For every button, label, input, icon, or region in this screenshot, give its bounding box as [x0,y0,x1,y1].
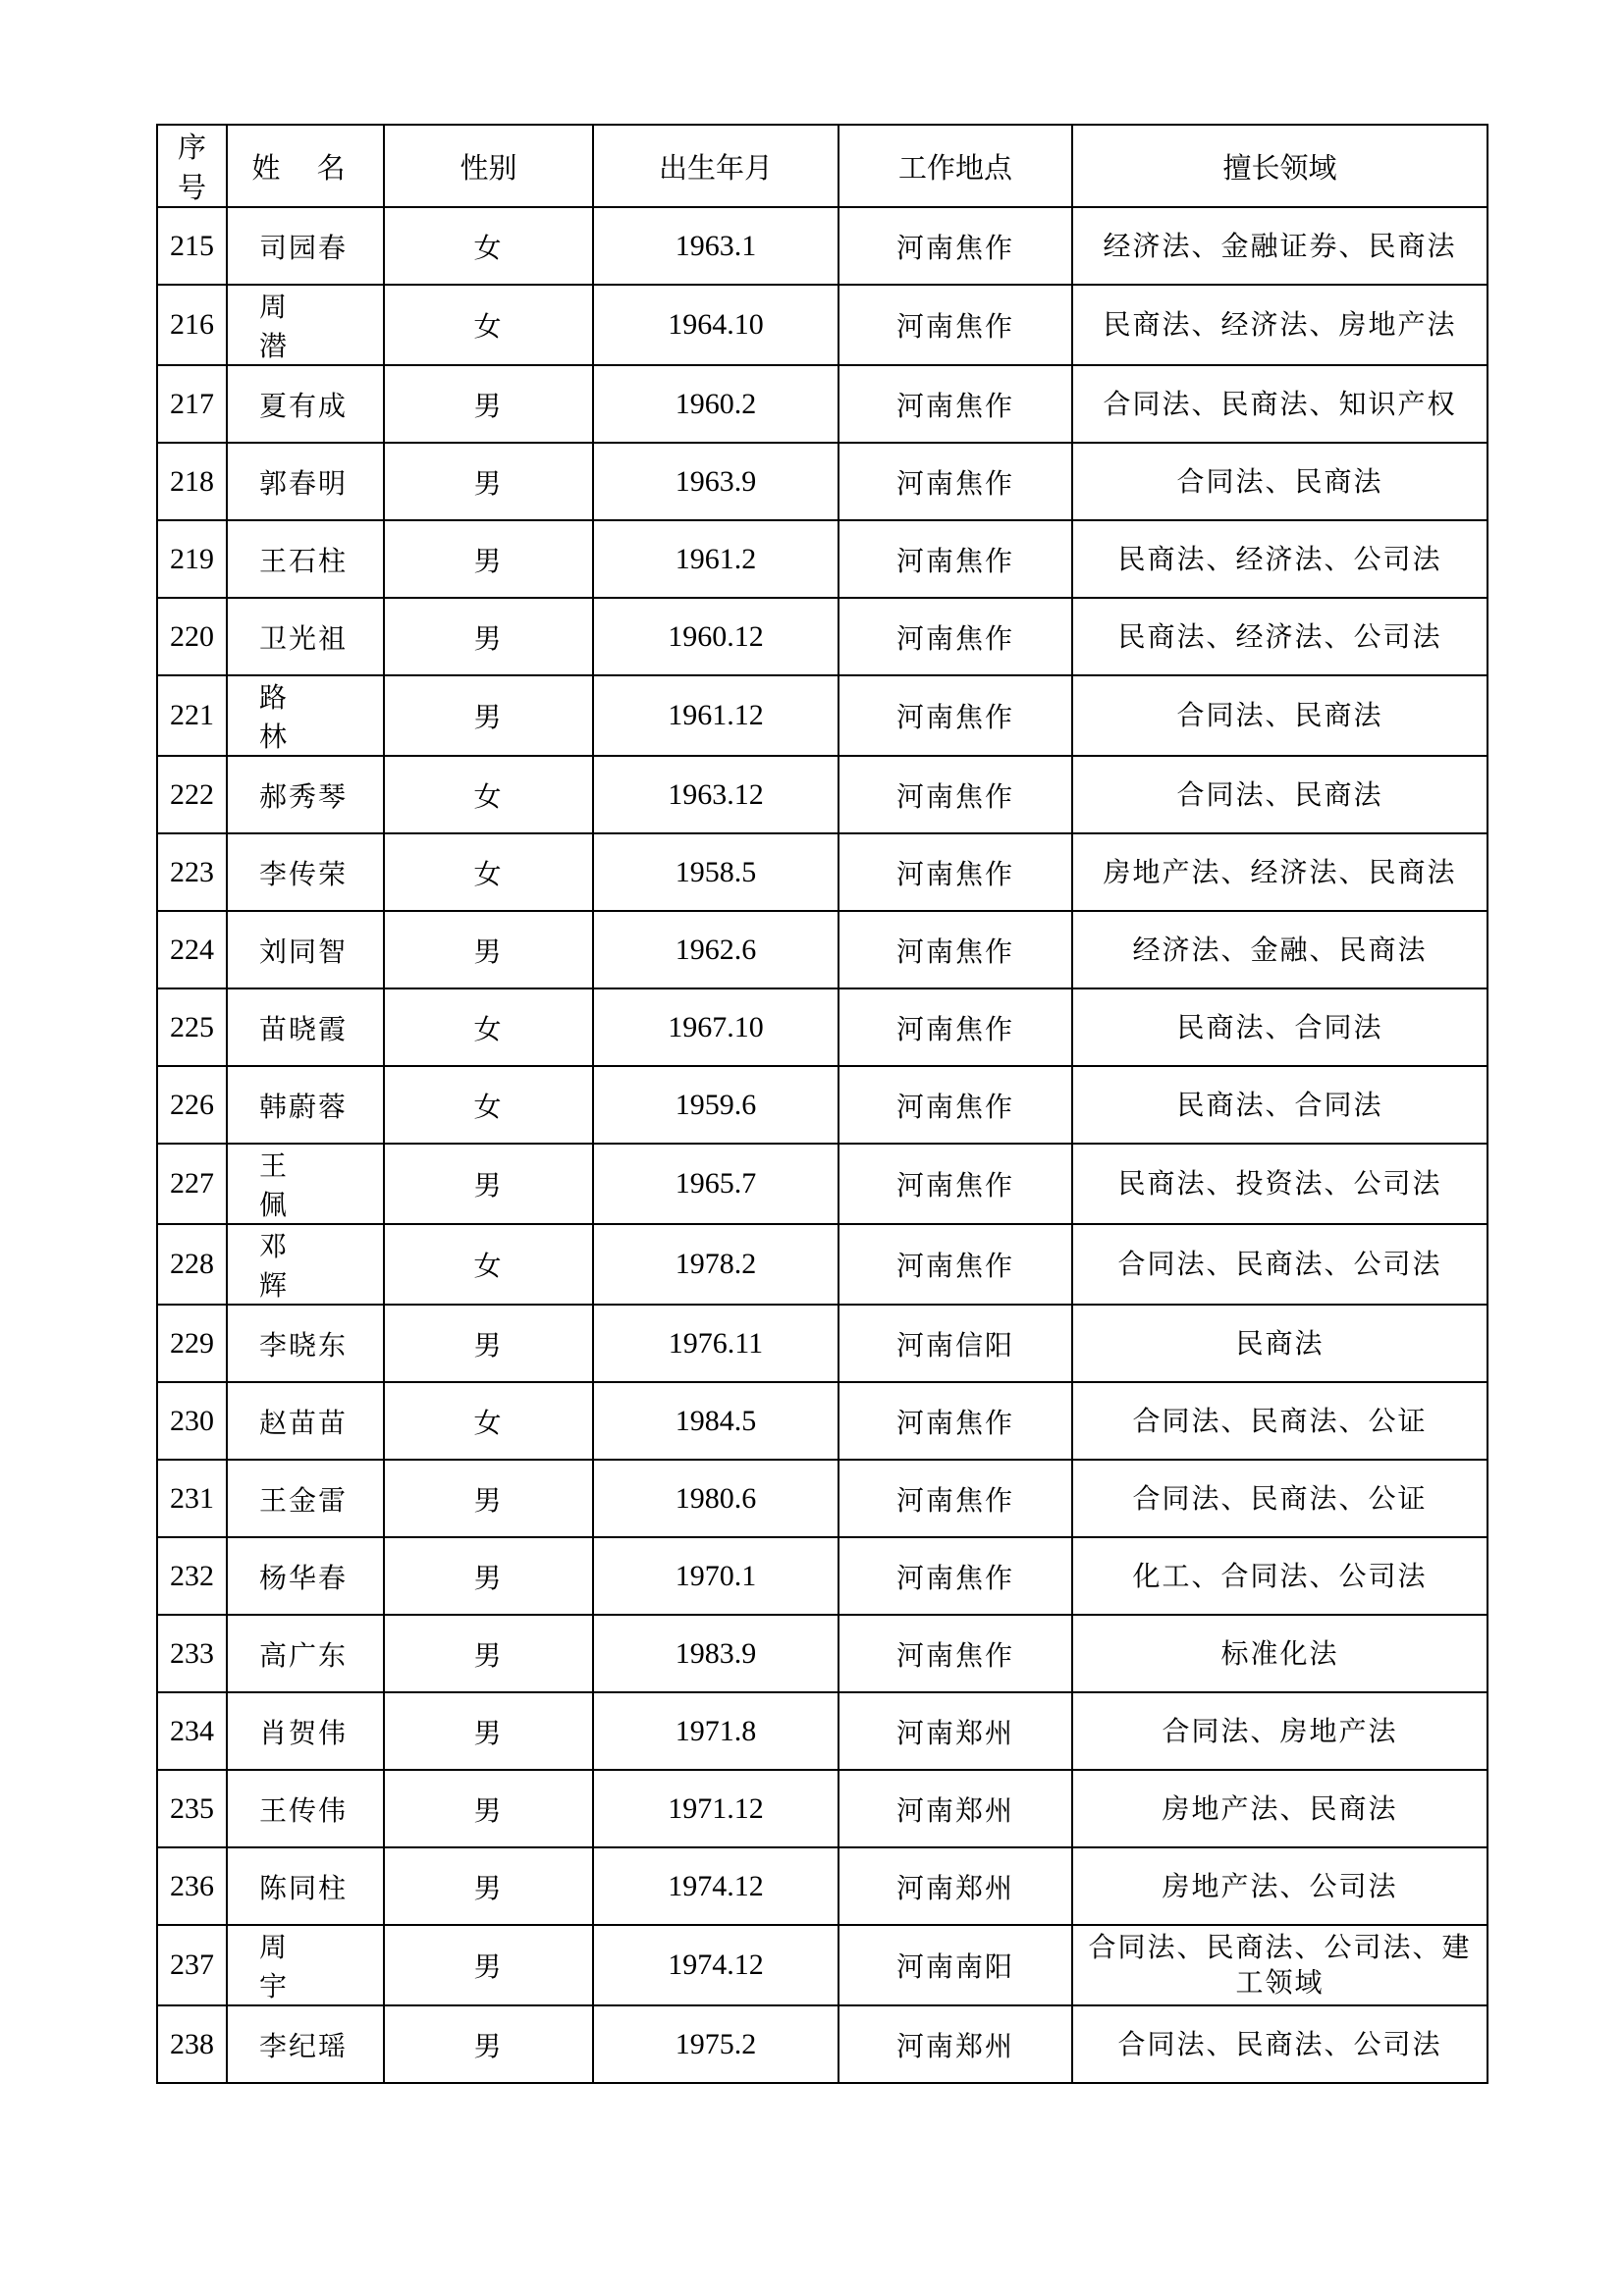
cell-birth: 1980.6 [593,1460,839,1537]
table-row [157,1692,1488,1770]
cell-number: 222 [157,756,227,833]
cell-specialty: 民商法、经济法、公司法 [1072,520,1488,598]
cell-gender: 男 [384,520,593,598]
cell-name: 陈同柱 [227,1847,384,1925]
table-row [157,1925,1488,2005]
cell-name: 夏有成 [227,365,384,443]
cell-birth: 1965.7 [593,1144,839,1224]
cell-specialty: 合同法、民商法、知识产权 [1072,365,1488,443]
cell-number: 229 [157,1305,227,1382]
cell-location: 河南焦作 [839,1066,1072,1144]
cell-name: 王石柱 [227,520,384,598]
cell-specialty: 合同法、民商法 [1072,443,1488,520]
cell-location: 河南焦作 [839,833,1072,911]
cell-specialty: 民商法、经济法、房地产法 [1072,285,1488,365]
cell-gender: 女 [384,207,593,285]
header-number: 序号 [157,125,227,207]
table-row [157,1460,1488,1537]
table-row [157,285,1488,365]
cell-name: 路 林 [227,675,384,756]
cell-number: 237 [157,1925,227,2005]
cell-gender: 女 [384,285,593,365]
cell-specialty: 房地产法、经济法、民商法 [1072,833,1488,911]
cell-location: 河南焦作 [839,598,1072,675]
cell-birth: 1984.5 [593,1382,839,1460]
cell-location: 河南焦作 [839,443,1072,520]
cell-birth: 1963.1 [593,207,839,285]
cell-name: 郝秀琴 [227,756,384,833]
cell-location: 河南焦作 [839,285,1072,365]
cell-birth: 1961.12 [593,675,839,756]
cell-specialty: 化工、合同法、公司法 [1072,1537,1488,1615]
cell-location: 河南郑州 [839,1847,1072,1925]
cell-gender: 男 [384,1925,593,2005]
cell-number: 232 [157,1537,227,1615]
cell-name: 韩蔚蓉 [227,1066,384,1144]
cell-gender: 男 [384,1460,593,1537]
cell-name: 司园春 [227,207,384,285]
cell-gender: 女 [384,756,593,833]
table-row [157,1382,1488,1460]
cell-gender: 女 [384,1066,593,1144]
cell-specialty: 标准化法 [1072,1615,1488,1692]
cell-location: 河南郑州 [839,1770,1072,1847]
cell-gender: 男 [384,1847,593,1925]
cell-number: 236 [157,1847,227,1925]
cell-name: 杨华春 [227,1537,384,1615]
cell-location: 河南焦作 [839,756,1072,833]
cell-birth: 1960.2 [593,365,839,443]
cell-location: 河南焦作 [839,365,1072,443]
cell-location: 河南信阳 [839,1305,1072,1382]
cell-gender: 女 [384,1224,593,1305]
cell-number: 231 [157,1460,227,1537]
cell-gender: 男 [384,365,593,443]
table-row [157,988,1488,1066]
cell-birth: 1963.9 [593,443,839,520]
table-row [157,1537,1488,1615]
table-row [157,833,1488,911]
header-name: 姓 名 [227,125,384,207]
table-row [157,2005,1488,2083]
cell-number: 225 [157,988,227,1066]
cell-gender: 女 [384,988,593,1066]
cell-location: 河南南阳 [839,1925,1072,2005]
cell-birth: 1964.10 [593,285,839,365]
table-row [157,365,1488,443]
cell-gender: 男 [384,1692,593,1770]
cell-birth: 1976.11 [593,1305,839,1382]
cell-location: 河南焦作 [839,520,1072,598]
cell-number: 223 [157,833,227,911]
cell-name: 李晓东 [227,1305,384,1382]
cell-specialty: 合同法、民商法、公证 [1072,1460,1488,1537]
cell-location: 河南焦作 [839,1615,1072,1692]
cell-gender: 男 [384,675,593,756]
table-row [157,207,1488,285]
table-body [157,207,1488,2083]
cell-location: 河南焦作 [839,1382,1072,1460]
cell-location: 河南焦作 [839,1537,1072,1615]
table-row [157,756,1488,833]
cell-specialty: 经济法、金融证券、民商法 [1072,207,1488,285]
cell-specialty: 经济法、金融、民商法 [1072,911,1488,988]
cell-number: 233 [157,1615,227,1692]
cell-location: 河南郑州 [839,1692,1072,1770]
cell-gender: 男 [384,443,593,520]
table-row [157,598,1488,675]
cell-gender: 男 [384,1770,593,1847]
cell-name: 郭春明 [227,443,384,520]
cell-specialty: 合同法、民商法 [1072,756,1488,833]
cell-birth: 1961.2 [593,520,839,598]
cell-gender: 男 [384,911,593,988]
table-row [157,1770,1488,1847]
expert-roster-table [156,124,1488,2084]
cell-name: 王金雷 [227,1460,384,1537]
table-row [157,1847,1488,1925]
cell-location: 河南焦作 [839,207,1072,285]
header-birth: 出生年月 [593,125,839,207]
cell-name: 肖贺伟 [227,1692,384,1770]
cell-birth: 1967.10 [593,988,839,1066]
cell-name: 卫光祖 [227,598,384,675]
cell-location: 河南焦作 [839,1224,1072,1305]
cell-birth: 1963.12 [593,756,839,833]
cell-birth: 1971.12 [593,1770,839,1847]
header-row [157,125,1488,207]
header-gender: 性别 [384,125,593,207]
cell-name: 王传伟 [227,1770,384,1847]
cell-location: 河南焦作 [839,1144,1072,1224]
cell-gender: 男 [384,1144,593,1224]
table-row [157,1305,1488,1382]
cell-birth: 1983.9 [593,1615,839,1692]
cell-name: 刘同智 [227,911,384,988]
cell-specialty: 民商法 [1072,1305,1488,1382]
cell-specialty: 房地产法、民商法 [1072,1770,1488,1847]
cell-birth: 1970.1 [593,1537,839,1615]
cell-specialty: 民商法、经济法、公司法 [1072,598,1488,675]
cell-number: 219 [157,520,227,598]
table-row [157,1615,1488,1692]
table-row [157,1144,1488,1224]
cell-birth: 1959.6 [593,1066,839,1144]
cell-gender: 男 [384,1537,593,1615]
cell-name: 周 潜 [227,285,384,365]
cell-name: 李纪瑶 [227,2005,384,2083]
cell-specialty: 合同法、民商法、公司法 [1072,2005,1488,2083]
header-specialty: 擅长领域 [1072,125,1488,207]
cell-name: 李传荣 [227,833,384,911]
cell-gender: 男 [384,2005,593,2083]
cell-number: 226 [157,1066,227,1144]
cell-specialty: 合同法、民商法、公司法、建工领域 [1072,1925,1488,2005]
table-row [157,675,1488,756]
cell-number: 221 [157,675,227,756]
cell-number: 217 [157,365,227,443]
cell-specialty: 民商法、投资法、公司法 [1072,1144,1488,1224]
cell-specialty: 合同法、房地产法 [1072,1692,1488,1770]
cell-number: 220 [157,598,227,675]
table-row [157,911,1488,988]
cell-birth: 1960.12 [593,598,839,675]
cell-number: 224 [157,911,227,988]
cell-specialty: 合同法、民商法、公证 [1072,1382,1488,1460]
table-row [157,1066,1488,1144]
header-location: 工作地点 [839,125,1072,207]
cell-number: 238 [157,2005,227,2083]
cell-birth: 1958.5 [593,833,839,911]
cell-location: 河南焦作 [839,675,1072,756]
cell-name: 赵苗苗 [227,1382,384,1460]
table-row [157,520,1488,598]
cell-number: 216 [157,285,227,365]
cell-specialty: 合同法、民商法、公司法 [1072,1224,1488,1305]
cell-number: 218 [157,443,227,520]
cell-specialty: 民商法、合同法 [1072,1066,1488,1144]
cell-birth: 1975.2 [593,2005,839,2083]
cell-name: 苗晓霞 [227,988,384,1066]
cell-gender: 女 [384,833,593,911]
cell-specialty: 房地产法、公司法 [1072,1847,1488,1925]
cell-gender: 男 [384,598,593,675]
cell-name: 王 佩 [227,1144,384,1224]
cell-specialty: 合同法、民商法 [1072,675,1488,756]
table-row [157,1224,1488,1305]
cell-location: 河南郑州 [839,2005,1072,2083]
cell-birth: 1971.8 [593,1692,839,1770]
cell-birth: 1974.12 [593,1925,839,2005]
cell-number: 234 [157,1692,227,1770]
cell-gender: 男 [384,1615,593,1692]
cell-name: 邓 辉 [227,1224,384,1305]
table-row [157,443,1488,520]
cell-gender: 男 [384,1305,593,1382]
cell-birth: 1962.6 [593,911,839,988]
cell-location: 河南焦作 [839,988,1072,1066]
cell-specialty: 民商法、合同法 [1072,988,1488,1066]
cell-birth: 1978.2 [593,1224,839,1305]
cell-location: 河南焦作 [839,1460,1072,1537]
cell-number: 228 [157,1224,227,1305]
cell-birth: 1974.12 [593,1847,839,1925]
cell-location: 河南焦作 [839,911,1072,988]
cell-gender: 女 [384,1382,593,1460]
cell-number: 227 [157,1144,227,1224]
cell-number: 235 [157,1770,227,1847]
cell-name: 周 宇 [227,1925,384,2005]
cell-name: 高广东 [227,1615,384,1692]
cell-number: 230 [157,1382,227,1460]
cell-number: 215 [157,207,227,285]
